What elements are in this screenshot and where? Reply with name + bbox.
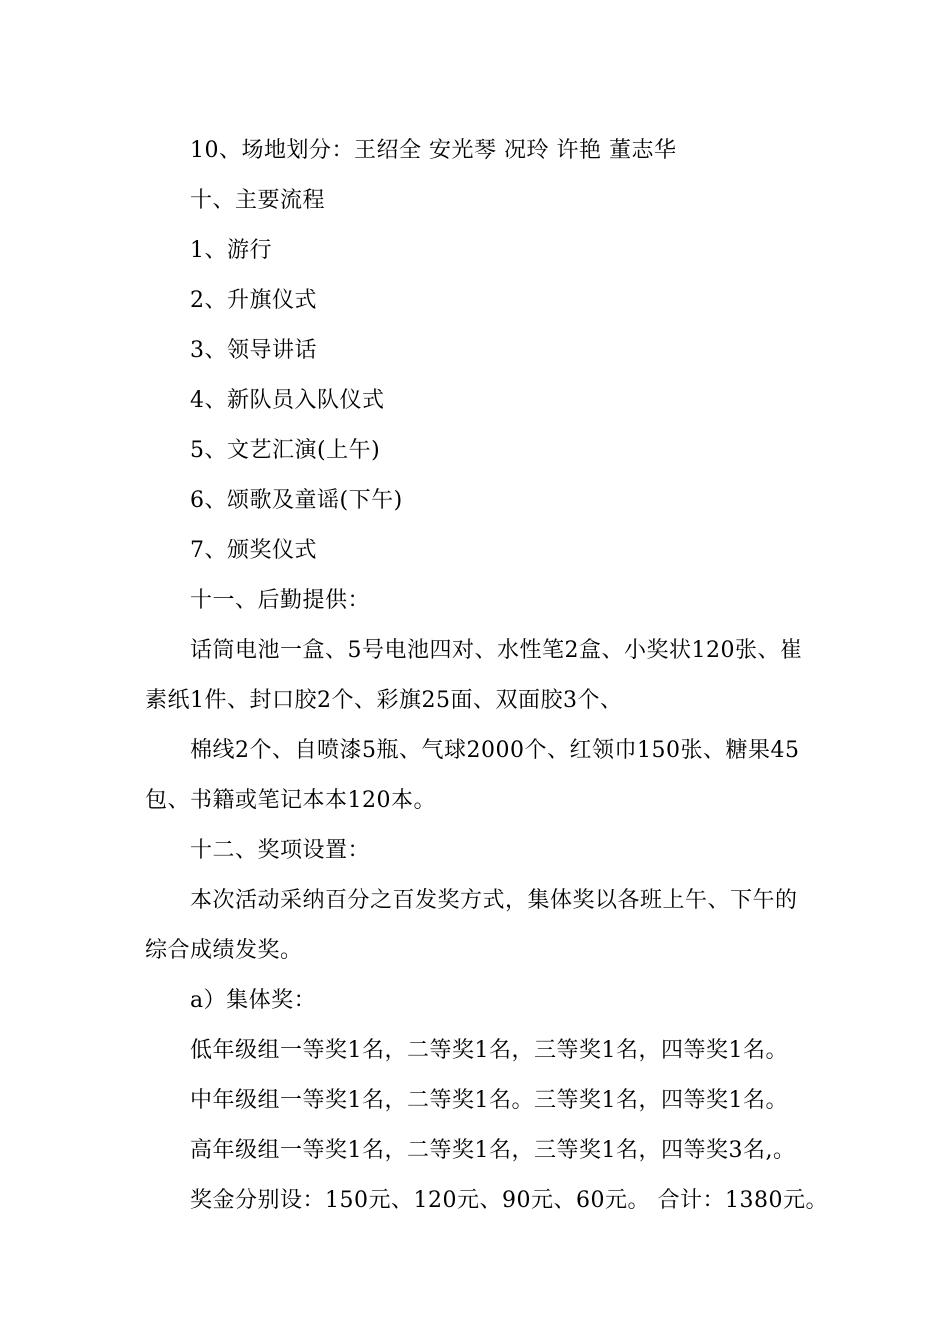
awards-paragraph-line-2: 综合成绩发奖。	[145, 938, 303, 963]
award-middle-grade: 中年级组一等奖1名，二等奖1名。三等奖1名，四等奖1名。	[190, 1088, 788, 1113]
prize-money-line: 奖金分别设：150元、120元、90元、60元。 合计：1380元。	[190, 1188, 828, 1213]
process-item-6: 6、颂歌及童谣(下午)	[190, 488, 403, 513]
process-item-1: 1、游行	[190, 238, 272, 263]
section-heading-logistics: 十一、后勤提供：	[190, 588, 371, 613]
subheading-collective-award: a）集体奖：	[190, 988, 317, 1013]
venue-division-line: 10、场地划分：王绍全 安光琴 况玲 许艳 董志华	[190, 138, 677, 163]
section-heading-awards: 十二、奖项设置：	[190, 838, 371, 863]
logistics-paragraph-1-line-1: 话筒电池一盒、5号电池四对、水性笔2盒、小奖状120张、崔	[190, 638, 803, 663]
process-item-2: 2、升旗仪式	[190, 288, 317, 313]
award-upper-grade: 高年级组一等奖1名，二等奖1名，三等奖1名，四等奖3名,。	[190, 1138, 796, 1163]
section-heading-main-process: 十、主要流程	[190, 188, 326, 213]
process-item-7: 7、颁奖仪式	[190, 538, 317, 563]
award-lower-grade: 低年级组一等奖1名，二等奖1名，三等奖1名，四等奖1名。	[190, 1038, 788, 1063]
logistics-paragraph-2-line-2: 包、书籍或笔记本本120本。	[145, 788, 436, 813]
process-item-3: 3、领导讲话	[190, 338, 317, 363]
logistics-paragraph-1-line-2: 素纸1件、封口胶2个、彩旗25面、双面胶3个、	[145, 688, 623, 713]
awards-paragraph-line-1: 本次活动采纳百分之百发奖方式，集体奖以各班上午、下午的	[190, 888, 798, 913]
logistics-paragraph-2-line-1: 棉线2个、自喷漆5瓶、气球2000个、红领巾150张、糖果45	[190, 738, 800, 763]
process-item-4: 4、新队员入队仪式	[190, 388, 385, 413]
process-item-5: 5、文艺汇演(上午)	[190, 438, 381, 463]
